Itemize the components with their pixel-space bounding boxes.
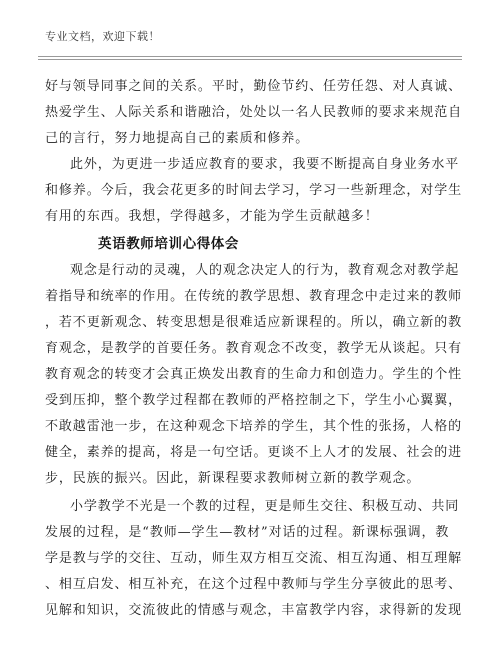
paragraph-line: 教育观念的转变才会真正焕发出教育的生命力和创造力。学生的个性 — [45, 367, 463, 382]
paragraph-line: 有用的东西。我想，学得越多，才能为学生贡献越多！ — [45, 209, 379, 224]
paragraph-line: 见解和知识，交流彼此的情感与观念，丰富教学内容，求得新的发现 — [45, 603, 463, 618]
paragraph-line: 小学教学不光是一个教的过程，更是师生交往、积极互动、共同 — [70, 499, 460, 514]
paragraph-line: 着指导和统率的作用。在传统的教学思想、教育理念中走过来的教师 — [45, 289, 463, 304]
paragraph-line: 、相互启发、相互补充，在这个过程中教师与学生分享彼此的思考、 — [45, 577, 463, 592]
paragraph-line: 己的言行，努力地提高自己的素质和修养。 — [45, 131, 310, 146]
header-rule-bottom — [38, 59, 462, 60]
paragraph-line: 观念是行动的灵魂，人的观念决定人的行为，教育观念对教学起 — [70, 263, 460, 278]
paragraph-line: 热爱学生、人际关系和谐融洽，处处以一名人民教师的要求来规范自 — [45, 105, 463, 120]
paragraph-line: 不敢越雷池一步，在这种观念下培养的学生，其个性的张扬，人格的 — [45, 419, 463, 434]
section-title: 英语教师培训心得体会 — [98, 236, 239, 252]
paragraph-line: 步，民族的振兴。因此，新课程要求教师树立新的教学观念。 — [45, 471, 421, 486]
page-header: 专业文档，欢迎下载！ — [45, 30, 160, 43]
paragraph-line: ，若不更新观念、转变思想是很难适应新课程的。所以，确立新的教 — [45, 315, 463, 330]
header-rule-top — [38, 56, 462, 57]
paragraph-line: 此外，为更进一步适应教育的要求，我要不断提高自身业务水平 — [70, 157, 460, 172]
paragraph-line: 健全，素养的提高，将是一句空话。更谈不上人才的发展、社会的进 — [45, 445, 463, 460]
paragraph-line: 育观念，是教学的首要任务。教育观念不改变，教学无从谈起。只有 — [45, 341, 463, 356]
paragraph-line: 好与领导同事之间的关系。平时，勤俭节约、任劳任怨、对人真诚、 — [45, 79, 463, 94]
paragraph-line: 和修养。今后，我会花更多的时间去学习，学习一些新理念，对学生 — [45, 183, 463, 198]
paragraph-line: 受到压抑，整个教学过程都在教师的严格控制之下，学生小心翼翼， — [45, 393, 463, 408]
paragraph-line: 学是教与学的交往、互动，师生双方相互交流、相互沟通、相互理解 — [45, 551, 463, 566]
paragraph-line: 发展的过程，是“教师—学生—教材”对话的过程。新课标强调，教 — [45, 525, 450, 540]
